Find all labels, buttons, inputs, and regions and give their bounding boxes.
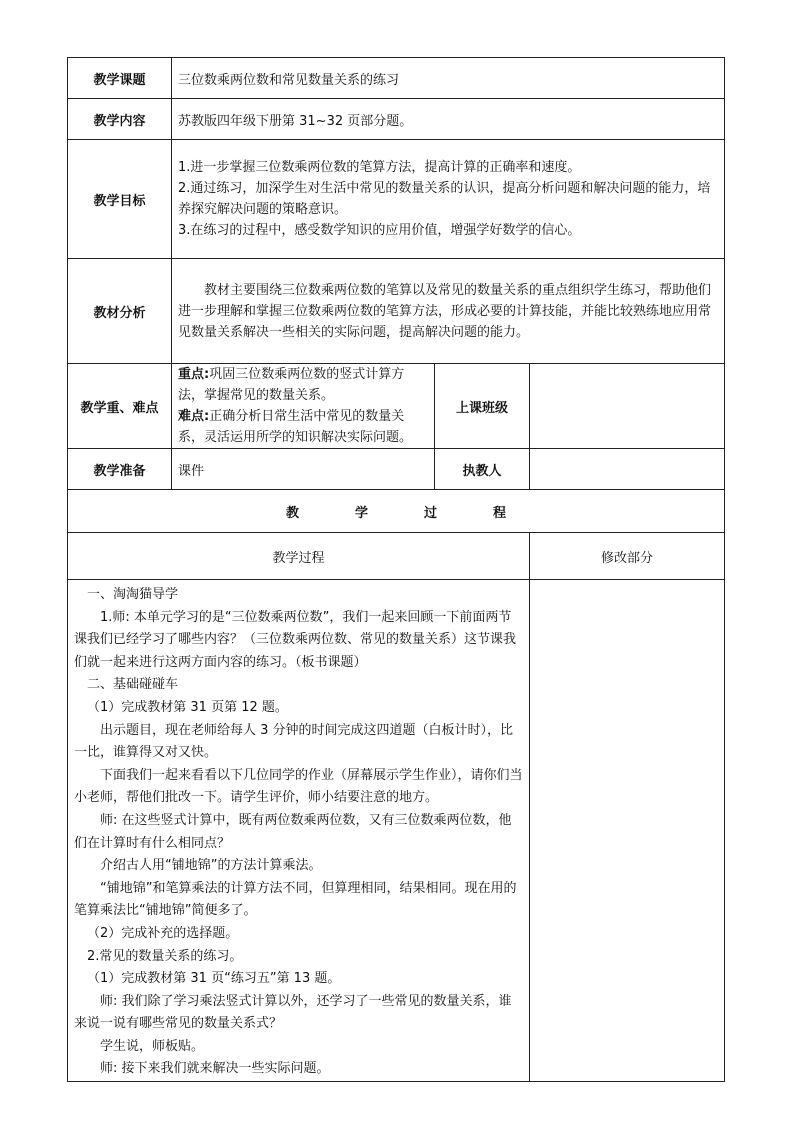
goals-cell: [172, 140, 725, 259]
content-value: 苏教版四年级下册第 31~32 页部分题。: [172, 99, 725, 140]
process-line: 出示题目，现在老师给每人 3 分钟的时间完成这四道题（白板计时），比一比，谁算得又对又快。: [74, 722, 514, 761]
process-title-char: 过: [424, 505, 438, 521]
revision-cell: [530, 580, 725, 1082]
prep-row: [68, 449, 725, 490]
process-line: （1）完成教材第 31 页第 12 题。: [87, 699, 288, 715]
process-line: 师: 我们除了学习乘法竖式计算以外，还学习了一些常见的数量关系，谁来说一说有哪些常见的数量关系式？: [74, 993, 512, 1032]
topic-label: 教学课题: [68, 58, 172, 99]
teacher-value: [530, 449, 725, 490]
process-line: 1.师: 本单元学习的是“三位数乘两位数”，我们一起来回顾一下前面两节课我们已经学习了哪些内容？（三位数乘两位数、常见的数量关系）这节课我们就一起来进行这两方面内容的练习。（板书课题）: [74, 609, 517, 670]
process-header-row: [68, 533, 725, 580]
process-line: 2.常见的数量关系的练习。: [87, 948, 243, 964]
process-title-char: 学: [354, 505, 368, 521]
process-line: （1）完成教材第 31 页“练习五”第 13 题。: [87, 971, 341, 987]
key-point-label: 重点:: [178, 367, 210, 382]
analysis-cell: [172, 259, 725, 364]
difficult-point: [178, 406, 428, 448]
process-title-char: 教: [285, 505, 299, 521]
goal-item: 3.在练习的过程中，感受数学知识的应用价值，增强学好数学的信心。: [178, 223, 581, 238]
prep-value: 课件: [172, 449, 435, 490]
content-label: 教学内容: [68, 99, 172, 140]
process-line: （2）完成补充的选择题。: [87, 925, 239, 941]
prep-label: 教学准备: [68, 449, 172, 490]
process-line: 学生说，师板贴。: [100, 1038, 205, 1054]
topic-row: [68, 58, 725, 99]
process-line: 师: 在这些竖式计算中，既有两位数乘两位数，又有三位数乘两位数，他们在计算时有什么相同点？: [74, 812, 512, 851]
keypoints-row: [68, 364, 725, 449]
process-title-char: 程: [493, 505, 507, 521]
process-line: 二、基础碰碰车: [87, 677, 179, 693]
key-point: [178, 364, 428, 406]
process-header-right: 修改部分: [530, 533, 725, 580]
lesson-plan-table: [67, 57, 725, 1082]
goals-row: [68, 140, 725, 259]
content-row: [68, 99, 725, 140]
analysis-label: 教材分析: [68, 259, 172, 364]
process-line: 一、淘淘猫导学: [87, 587, 179, 602]
class-value: [530, 364, 725, 449]
analysis-text: 教材主要围绕三位数乘两位数的笔算以及常见的数量关系的重点组织学生练习，帮助他们进一步理解和掌握三位数乘两位数的笔算方法，形成必要的计算技能，并能比较熟练地应用常见数量关系解决一些相关的实际问题，提高解决问题的能力。: [178, 282, 712, 340]
goal-item: 2.通过练习，加深学生对生活中常见的数量关系的认识，提高分析问题和解决问题的能力，培养探究解决问题的策略意识。: [178, 181, 711, 217]
topic-value: 三位数乘两位数和常见数量关系的练习: [172, 58, 725, 99]
process-line: 下面我们一起来看看以下几位同学的作业（屏幕展示学生作业），请你们当小老师，帮他们批改一下。请学生评价，师小结要注意的地方。: [74, 767, 523, 806]
process-body-row: [68, 580, 725, 1082]
difficult-point-text: 正确分析日常生活中常见的数量关系，灵活运用所学的知识解决实际问题。: [178, 409, 413, 445]
process-title-row: [68, 490, 725, 533]
process-header-left: 教学过程: [68, 533, 530, 580]
process-line: 师: 接下来我们就来解决一些实际问题。: [100, 1061, 330, 1077]
process-title: [68, 490, 725, 533]
keypoints-cell: [172, 364, 435, 449]
class-label: 上课班级: [435, 364, 530, 449]
keypoints-label: 教学重、难点: [68, 364, 172, 449]
key-point-text: 巩固三位数乘两位数的竖式计算方法，掌握常见的数量关系。: [178, 367, 405, 403]
difficult-point-label: 难点:: [178, 409, 210, 424]
process-line: “铺地锦”和笔算乘法的计算方法不同，但算理相同，结果相同。现在用的笔算乘法比“铺地锦”简便多了。: [74, 880, 517, 919]
goal-item: 1.进一步掌握三位数乘两位数的笔算方法，提高计算的正确率和速度。: [178, 160, 581, 175]
analysis-row: [68, 259, 725, 364]
process-body: [68, 580, 530, 1082]
goals-label: 教学目标: [68, 140, 172, 259]
teacher-label: 执教人: [435, 449, 530, 490]
process-line: 介绍古人用“铺地锦”的方法计算乘法。: [100, 858, 322, 874]
